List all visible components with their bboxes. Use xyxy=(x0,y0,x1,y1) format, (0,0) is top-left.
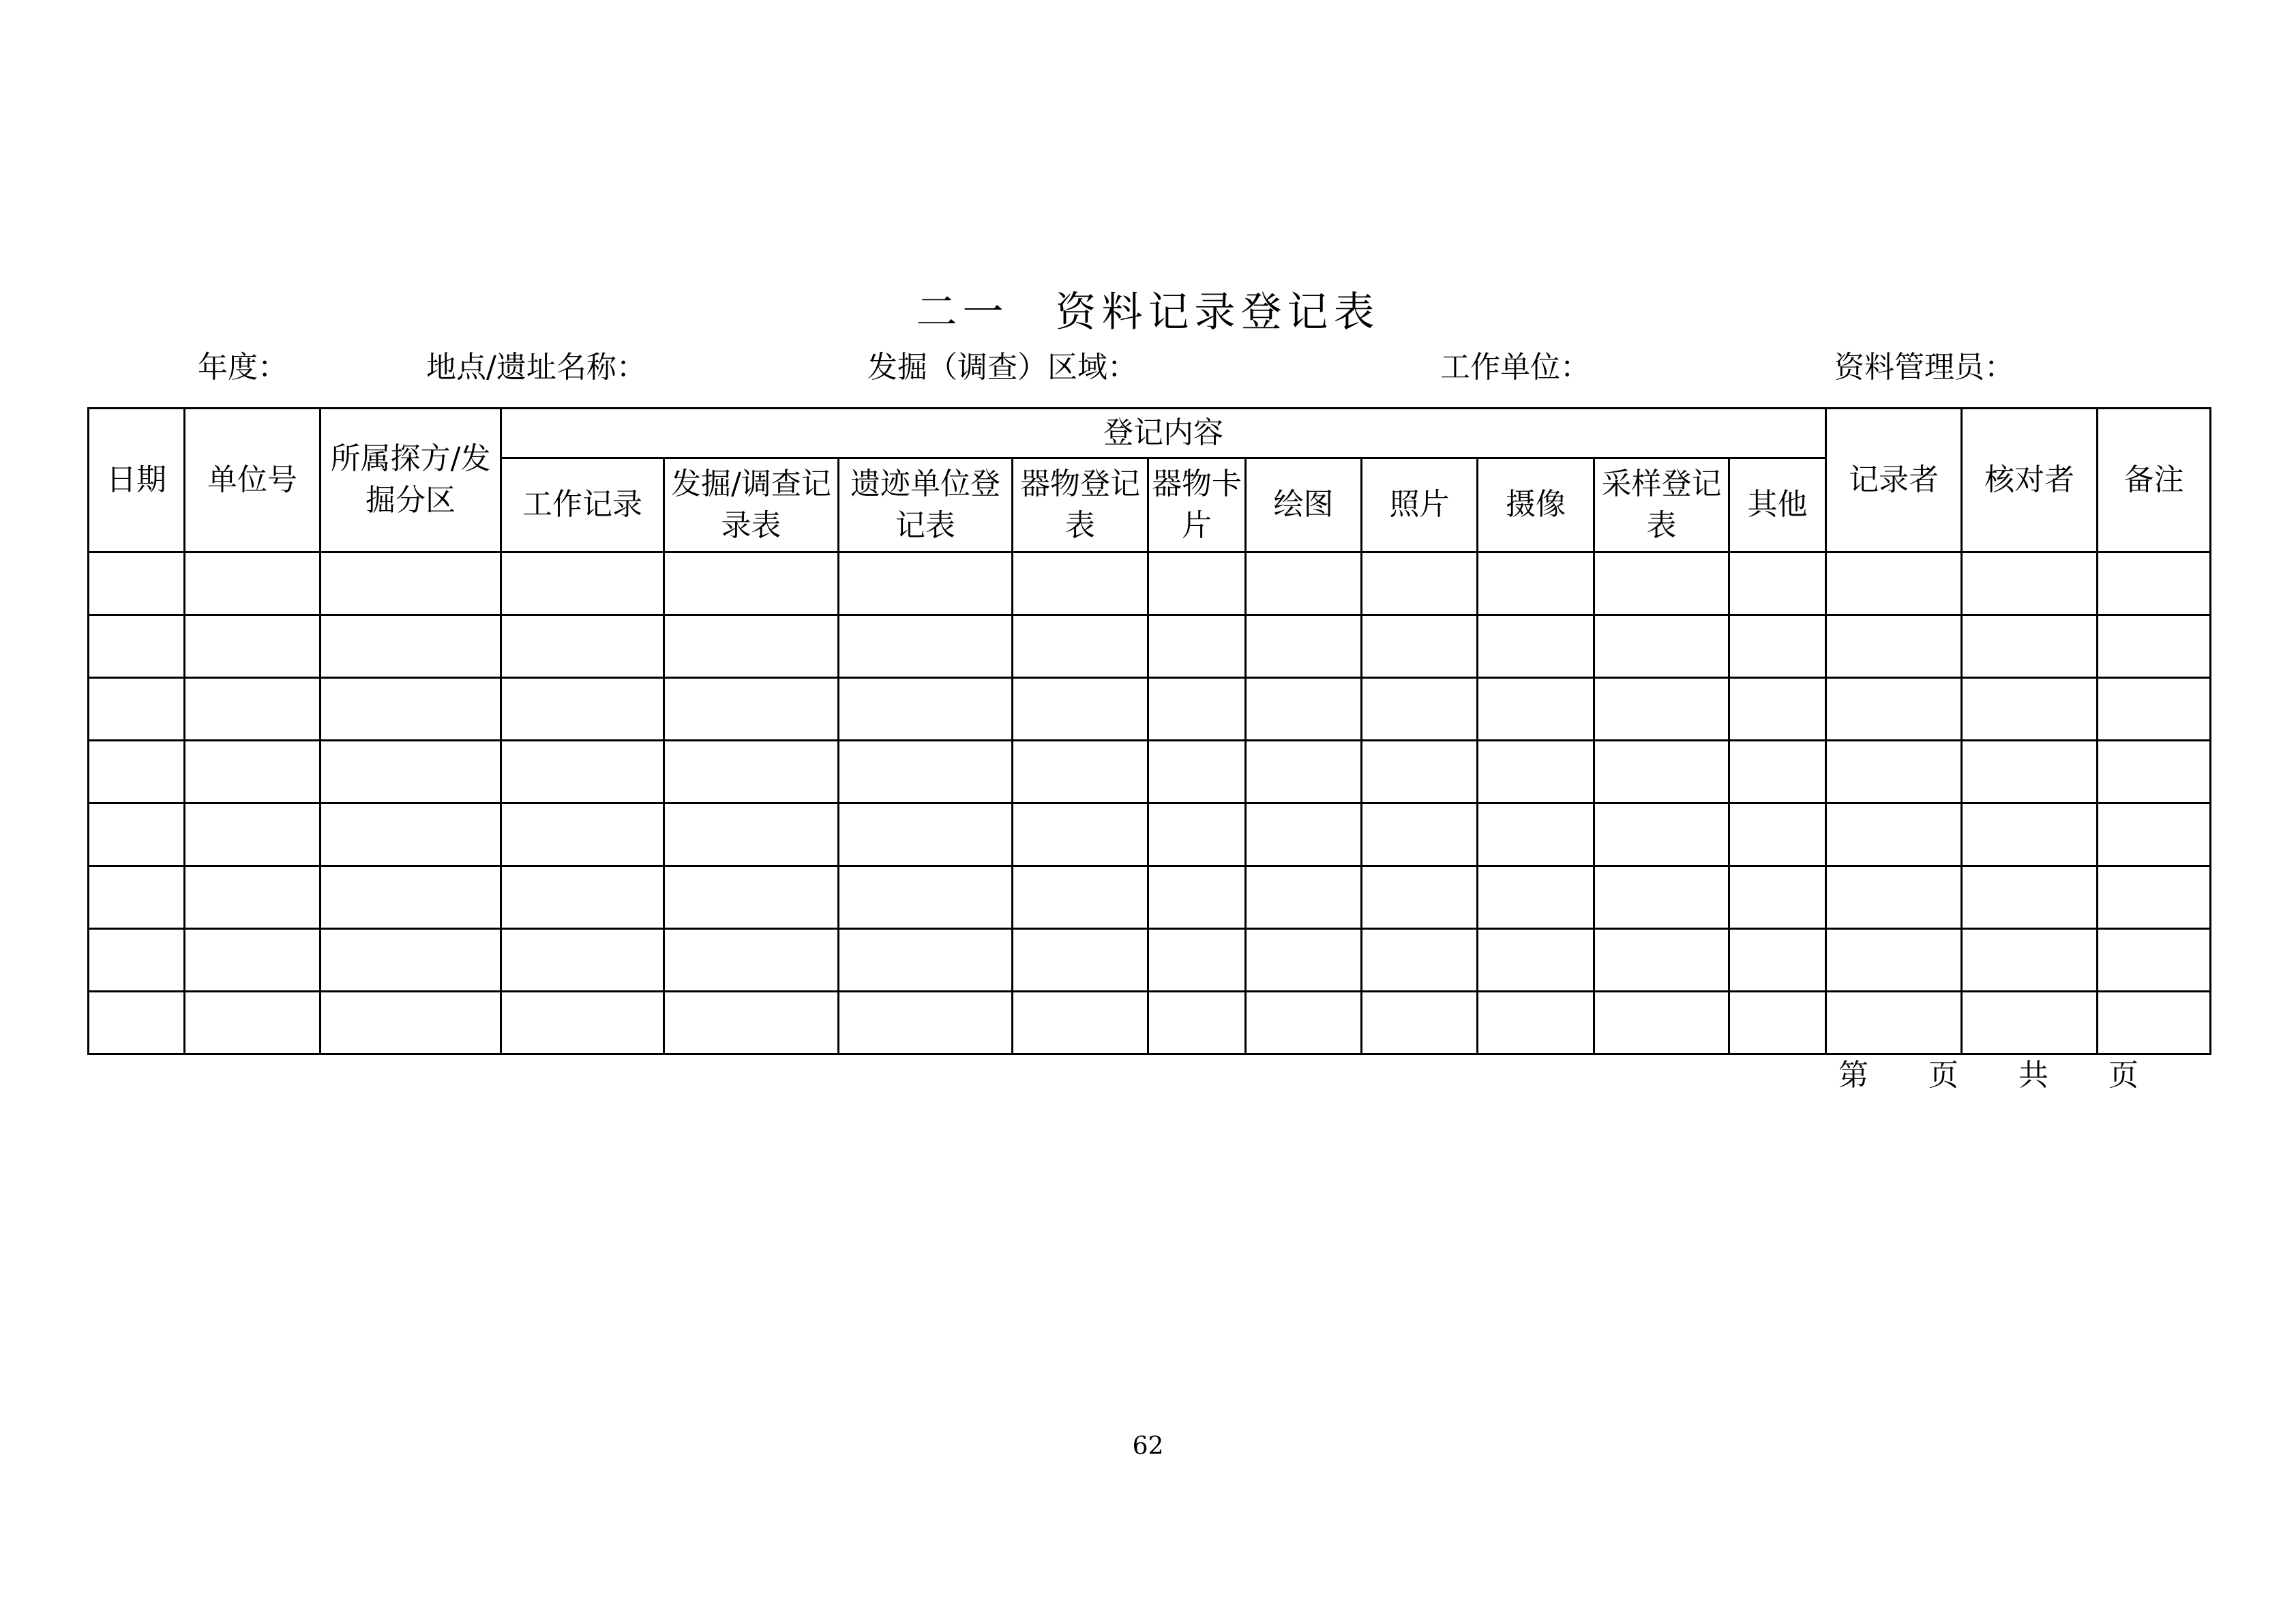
table-cell[interactable] xyxy=(185,615,320,678)
table-cell[interactable] xyxy=(1362,866,1478,929)
header-date: 日期 xyxy=(89,409,185,552)
table-cell[interactable] xyxy=(185,678,320,741)
table-cell[interactable] xyxy=(1729,929,1826,992)
table-row xyxy=(89,552,2211,615)
table-cell[interactable] xyxy=(89,678,185,741)
table-cell[interactable] xyxy=(664,992,839,1054)
subheader-drawing: 绘图 xyxy=(1246,458,1362,552)
table-cell[interactable] xyxy=(1729,615,1826,678)
table-cell[interactable] xyxy=(1729,992,1826,1054)
table-cell[interactable] xyxy=(89,741,185,803)
table-cell[interactable] xyxy=(1594,552,1729,615)
header-unit-no: 单位号 xyxy=(185,409,320,552)
table-row xyxy=(89,929,2211,992)
table-cell[interactable] xyxy=(1013,552,1148,615)
table-cell[interactable] xyxy=(1826,552,1962,615)
table-cell[interactable] xyxy=(1362,552,1478,615)
table-cell[interactable] xyxy=(1729,741,1826,803)
table-cell[interactable] xyxy=(185,552,320,615)
table-cell[interactable] xyxy=(1246,803,1362,866)
table-cell[interactable] xyxy=(1148,615,1246,678)
table-cell[interactable] xyxy=(839,678,1013,741)
table-cell[interactable] xyxy=(1478,741,1594,803)
table-cell[interactable] xyxy=(839,741,1013,803)
table-cell[interactable] xyxy=(185,803,320,866)
table-cell[interactable] xyxy=(2098,803,2211,866)
table-cell[interactable] xyxy=(1362,929,1478,992)
table-cell[interactable] xyxy=(1729,866,1826,929)
table-cell[interactable] xyxy=(664,678,839,741)
table-cell[interactable] xyxy=(1729,678,1826,741)
subheader-feature-register: 遗迹单位登记表 xyxy=(839,458,1013,552)
table-cell[interactable] xyxy=(501,992,664,1054)
page-number: 62 xyxy=(1132,1432,1164,1460)
table-cell[interactable] xyxy=(839,615,1013,678)
table-cell[interactable] xyxy=(89,992,185,1054)
registration-table xyxy=(87,407,2211,1055)
table-cell[interactable] xyxy=(2098,552,2211,615)
meta-site: 地点/遗址名称： xyxy=(426,350,646,385)
table-row xyxy=(89,741,2211,803)
table-cell[interactable] xyxy=(1962,992,2098,1054)
table-cell[interactable] xyxy=(2098,866,2211,929)
table-cell[interactable] xyxy=(185,866,320,929)
table-cell[interactable] xyxy=(1826,866,1962,929)
table-cell[interactable] xyxy=(1962,678,2098,741)
table-cell[interactable] xyxy=(1148,552,1246,615)
table-cell[interactable] xyxy=(1594,929,1729,992)
table-cell[interactable] xyxy=(1962,741,2098,803)
table-cell[interactable] xyxy=(320,803,501,866)
table-row xyxy=(89,678,2211,741)
page-title: 二一 资料记录登记表 xyxy=(916,289,1380,336)
table-cell[interactable] xyxy=(501,615,664,678)
table-cell[interactable] xyxy=(839,803,1013,866)
table-cell[interactable] xyxy=(1826,992,1962,1054)
table-cell[interactable] xyxy=(501,741,664,803)
header-remark: 备注 xyxy=(2098,409,2211,552)
table-cell[interactable] xyxy=(1962,866,2098,929)
table-row xyxy=(89,992,2211,1054)
table-cell[interactable] xyxy=(664,929,839,992)
table-cell[interactable] xyxy=(839,992,1013,1054)
table-cell[interactable] xyxy=(501,929,664,992)
table-cell[interactable] xyxy=(501,866,664,929)
table-cell[interactable] xyxy=(320,992,501,1054)
table-cell[interactable] xyxy=(1013,741,1148,803)
table-cell[interactable] xyxy=(320,615,501,678)
table-row xyxy=(89,615,2211,678)
table-cell[interactable] xyxy=(89,615,185,678)
subheader-sampling-register: 采样登记表 xyxy=(1594,458,1729,552)
table-cell[interactable] xyxy=(1362,615,1478,678)
subheader-photo: 照片 xyxy=(1362,458,1478,552)
table-cell[interactable] xyxy=(1594,992,1729,1054)
table-cell[interactable] xyxy=(1478,866,1594,929)
table-cell[interactable] xyxy=(1013,615,1148,678)
header-section: 所属探方/发掘分区 xyxy=(320,409,501,552)
table-cell[interactable] xyxy=(1594,615,1729,678)
table-cell[interactable] xyxy=(89,552,185,615)
table-cell[interactable] xyxy=(185,929,320,992)
subheader-excavation-form: 发掘/调查记录表 xyxy=(664,458,839,552)
table-cell[interactable] xyxy=(320,552,501,615)
table-cell[interactable] xyxy=(89,929,185,992)
table-cell[interactable] xyxy=(839,866,1013,929)
table-cell[interactable] xyxy=(1013,803,1148,866)
header-recorder: 记录者 xyxy=(1826,409,1962,552)
table-cell[interactable] xyxy=(1013,992,1148,1054)
table-cell[interactable] xyxy=(1478,929,1594,992)
table-row xyxy=(89,803,2211,866)
table-cell[interactable] xyxy=(1962,552,2098,615)
table-cell[interactable] xyxy=(1594,678,1729,741)
table-cell[interactable] xyxy=(1362,678,1478,741)
table-cell[interactable] xyxy=(1246,866,1362,929)
table-cell[interactable] xyxy=(1362,741,1478,803)
table-cell[interactable] xyxy=(1246,678,1362,741)
header-register-content: 登记内容 xyxy=(501,409,1826,458)
table-cell[interactable] xyxy=(1148,992,1246,1054)
table-cell[interactable] xyxy=(1962,929,2098,992)
table-cell[interactable] xyxy=(1826,741,1962,803)
table-cell[interactable] xyxy=(1148,929,1246,992)
table-cell[interactable] xyxy=(1594,866,1729,929)
table-cell[interactable] xyxy=(839,929,1013,992)
meta-manager: 资料管理员： xyxy=(1834,350,2014,385)
table-cell[interactable] xyxy=(1362,803,1478,866)
table-cell[interactable] xyxy=(664,615,839,678)
table-cell[interactable] xyxy=(1478,803,1594,866)
table-cell[interactable] xyxy=(1246,552,1362,615)
table-cell[interactable] xyxy=(1594,741,1729,803)
table-cell[interactable] xyxy=(1013,678,1148,741)
table-cell[interactable] xyxy=(89,866,185,929)
table-cell[interactable] xyxy=(1826,678,1962,741)
table-cell[interactable] xyxy=(1246,929,1362,992)
subheader-artifact-register: 器物登记表 xyxy=(1013,458,1148,552)
table-cell[interactable] xyxy=(1594,803,1729,866)
table-cell[interactable] xyxy=(1826,929,1962,992)
table-cell[interactable] xyxy=(1478,678,1594,741)
table-row xyxy=(89,866,2211,929)
table-cell[interactable] xyxy=(1148,678,1246,741)
table-cell[interactable] xyxy=(664,741,839,803)
table-cell[interactable] xyxy=(1362,992,1478,1054)
table-cell[interactable] xyxy=(1246,741,1362,803)
table-cell[interactable] xyxy=(1148,741,1246,803)
table-cell[interactable] xyxy=(501,678,664,741)
table-cell[interactable] xyxy=(1013,866,1148,929)
table-cell[interactable] xyxy=(2098,678,2211,741)
table-cell[interactable] xyxy=(320,929,501,992)
subheader-video: 摄像 xyxy=(1478,458,1594,552)
table-cell[interactable] xyxy=(839,552,1013,615)
table-cell[interactable] xyxy=(1478,552,1594,615)
table-cell[interactable] xyxy=(501,803,664,866)
table-cell[interactable] xyxy=(185,992,320,1054)
header-checker: 核对者 xyxy=(1962,409,2098,552)
table-cell[interactable] xyxy=(1826,615,1962,678)
table-cell[interactable] xyxy=(2098,741,2211,803)
table-cell[interactable] xyxy=(501,552,664,615)
table-cell[interactable] xyxy=(1826,803,1962,866)
table-cell[interactable] xyxy=(664,866,839,929)
table-cell[interactable] xyxy=(1478,615,1594,678)
table-cell[interactable] xyxy=(2098,929,2211,992)
table-cell[interactable] xyxy=(1729,803,1826,866)
table-cell[interactable] xyxy=(320,741,501,803)
meta-unit: 工作单位： xyxy=(1440,350,1590,385)
subheader-other: 其他 xyxy=(1729,458,1826,552)
table-cell[interactable] xyxy=(1013,929,1148,992)
subheader-work-record: 工作记录 xyxy=(501,458,664,552)
table-cell[interactable] xyxy=(320,678,501,741)
table-cell[interactable] xyxy=(1962,803,2098,866)
table-cell[interactable] xyxy=(1148,866,1246,929)
table-cell[interactable] xyxy=(664,552,839,615)
table-cell[interactable] xyxy=(89,803,185,866)
table-cell[interactable] xyxy=(185,741,320,803)
table-cell[interactable] xyxy=(1729,552,1826,615)
meta-year: 年度： xyxy=(198,350,288,385)
table-cell[interactable] xyxy=(320,866,501,929)
page-count-info: 第 页 共 页 xyxy=(1838,1058,2138,1093)
table-cell[interactable] xyxy=(664,803,839,866)
table-cell[interactable] xyxy=(2098,615,2211,678)
table-cell[interactable] xyxy=(1246,615,1362,678)
table-cell[interactable] xyxy=(2098,992,2211,1054)
meta-area: 发掘（调查）区域： xyxy=(867,350,1137,385)
table-cell[interactable] xyxy=(1148,803,1246,866)
table-cell[interactable] xyxy=(1246,992,1362,1054)
subheader-artifact-card: 器物卡片 xyxy=(1148,458,1246,552)
table-cell[interactable] xyxy=(1478,992,1594,1054)
table-cell[interactable] xyxy=(1962,615,2098,678)
